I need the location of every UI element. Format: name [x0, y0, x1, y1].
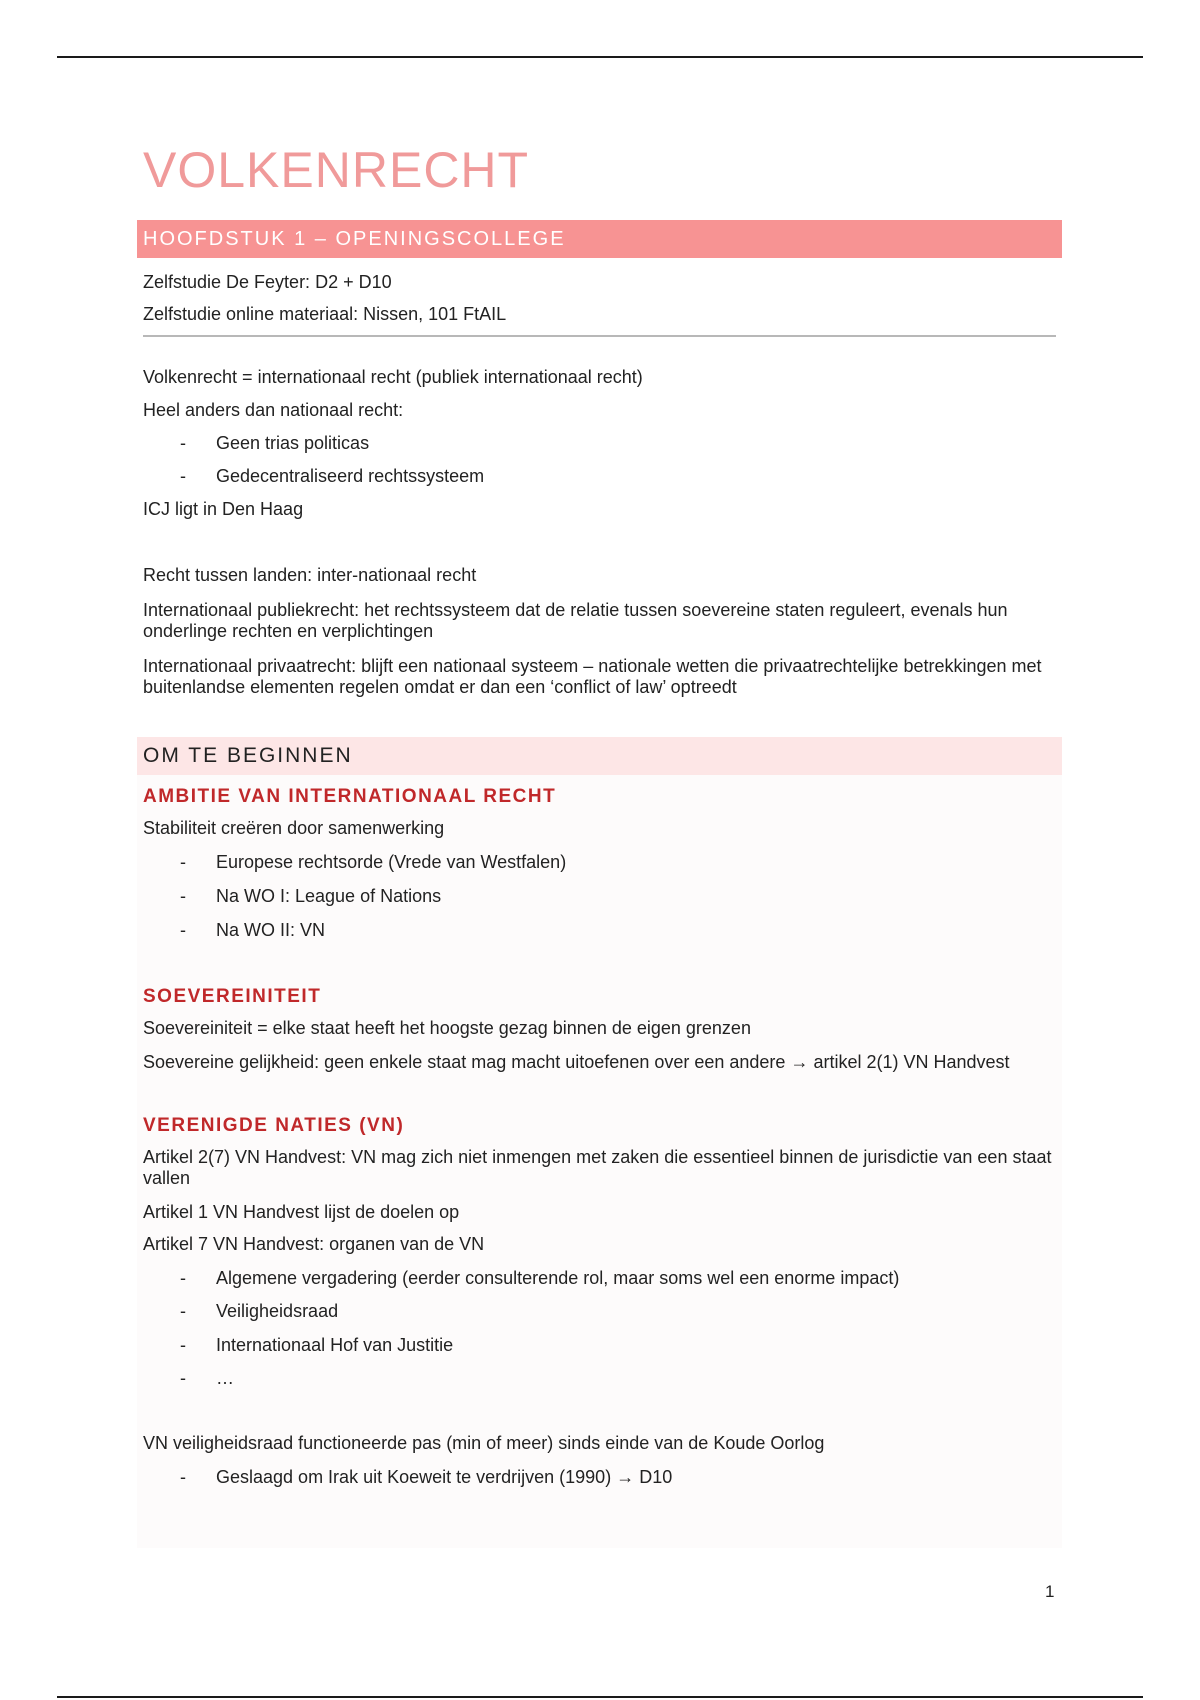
section-heading-start: OM TE BEGINNEN — [137, 737, 1062, 775]
page-bottom-rule — [57, 1696, 1143, 1698]
list-item: - … — [180, 1368, 234, 1388]
page-number: 1 — [1045, 1582, 1055, 1601]
study-line-2: Zelfstudie online materiaal: Nissen, 101 FtAIL — [143, 304, 507, 324]
list-item: - Veiligheidsraad — [180, 1301, 339, 1321]
study-line-1: Zelfstudie De Feyter: D2 + D10 — [143, 272, 392, 292]
horizontal-separator — [143, 335, 1056, 337]
vn-paragraph-4: VN veiligheidsraad functioneerde pas (min of meer) sinds einde van de Koude Oorlog — [143, 1433, 825, 1453]
vn-paragraph-3: Artikel 7 VN Handvest: organen van de VN — [143, 1234, 485, 1254]
soevereiniteit-paragraph-1: Soevereiniteit = elke staat heeft het hoogste gezag binnen de eigen grenzen — [143, 1018, 751, 1038]
vn-paragraph-1: Artikel 2(7) VN Handvest: VN mag zich niet inmengen met zaken die essentieel binnen de jurisdictie van een staat vallen — [143, 1147, 1052, 1188]
document-page — [137, 140, 1062, 1548]
list-item: - Geslaagd om Irak uit Koeweit te verdrijven (1990) → D10 — [180, 1467, 673, 1487]
list-item: - Na WO II: VN — [180, 920, 326, 940]
subheading-vn: VERENIGDE NATIES (VN) — [143, 1115, 405, 1136]
soevereiniteit-paragraph-2: Soevereine gelijkheid: geen enkele staat mag macht uitoefenen over een andere → artikel 2(1) VN Handvest — [143, 1052, 1010, 1072]
intro-paragraph-1: Volkenrecht = internationaal recht (publiek internationaal recht) — [143, 367, 643, 387]
list-item: - Geen trias politicas — [180, 433, 370, 453]
list-item: - Na WO I: League of Nations — [180, 886, 442, 906]
page-top-rule — [57, 56, 1143, 58]
subheading-soevereiniteit: SOEVEREINITEIT — [143, 986, 322, 1007]
intro-paragraph-4: Recht tussen landen: inter-nationaal recht — [143, 565, 477, 585]
list-item: - Gedecentraliseerd rechtssysteem — [180, 466, 485, 486]
list-item: - Internationaal Hof van Justitie — [180, 1335, 454, 1355]
intro-paragraph-5: Internationaal publiekrecht: het rechtssysteem dat de relatie tussen soevereine staten reguleert, evenals hun onderlinge rechten en verplichtingen — [143, 600, 1008, 641]
document-title: VOLKENRECHT — [143, 142, 530, 198]
vn-paragraph-2: Artikel 1 VN Handvest lijst de doelen op — [143, 1202, 460, 1222]
section-body — [137, 775, 1062, 1548]
intro-paragraph-2: Heel anders dan nationaal recht: — [143, 400, 404, 420]
list-item: - Europese rechtsorde (Vrede van Westfalen) — [180, 852, 567, 872]
chapter-heading: HOOFDSTUK 1 – OPENINGSCOLLEGE — [137, 220, 1062, 258]
intro-paragraph-3: ICJ ligt in Den Haag — [143, 499, 304, 519]
intro-paragraph-6: Internationaal privaatrecht: blijft een nationaal systeem – nationale wetten die privaatrechtelijke betrekkingen met buitenlandse elementen regelen omdat er dan een ‘conflict of law’ optreedt — [143, 656, 1042, 697]
subheading-ambitie: AMBITIE VAN INTERNATIONAAL RECHT — [143, 786, 557, 807]
ambitie-paragraph: Stabiliteit creëren door samenwerking — [143, 818, 445, 838]
list-item: - Algemene vergadering (eerder consulterende rol, maar soms wel een enorme impact) — [180, 1268, 900, 1288]
